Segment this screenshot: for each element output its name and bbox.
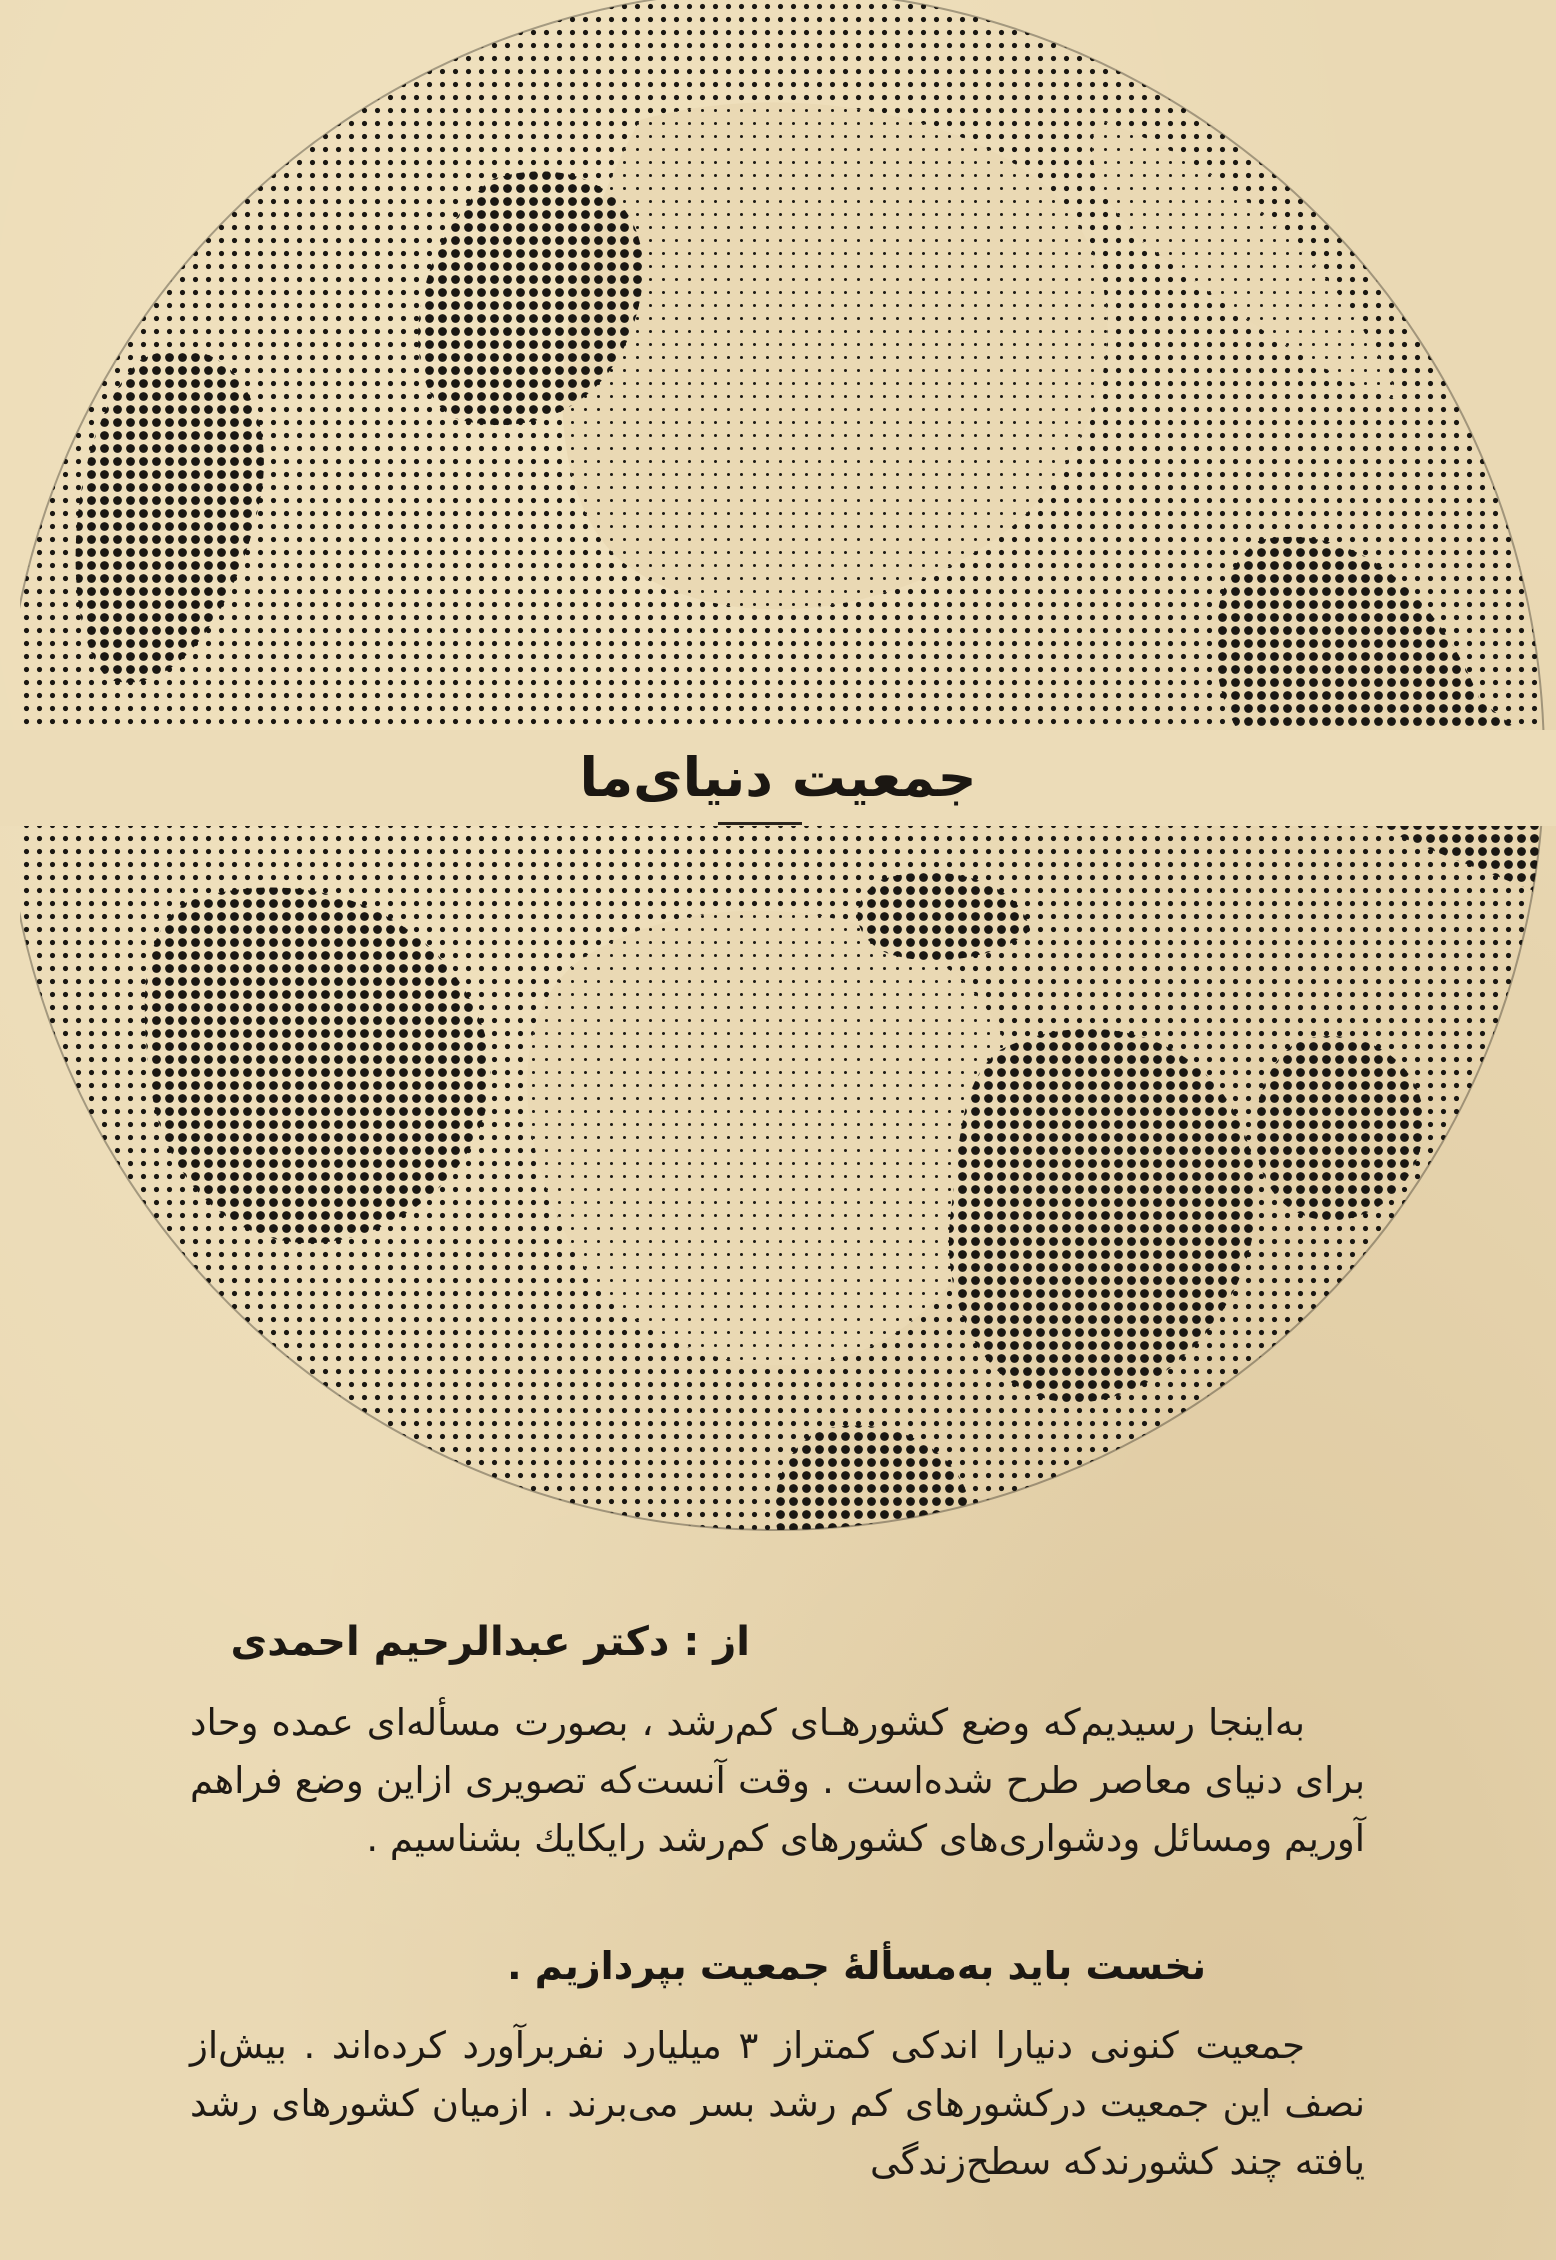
title-underline [718, 822, 802, 825]
section-subheading: نخست باید به‌مسألهٔ جمعیت بپردازیم . [507, 1944, 1206, 1988]
article-title: جمعیت دنیای‌ما [579, 746, 977, 809]
paragraph-2: جمعیت کنونی دنیارا اندکی کمتراز ۳ میلیارد نفربرآورد کرده‌اند . بیش‌از نصف این جمعیت درکشورهای کم رشد بسر می‌برند . ازمیان کشورهای رشد یافته چند کشورندکه سطح‌زندگی [190, 2024, 1365, 2183]
author-byline: از : دکتر عبدالرحیم احمدی [230, 1619, 750, 1665]
paragraph-1: به‌اینجا رسیدیم‌که وضع کشورهـای کم‌رشد ، بصورت مسأله‌ای عمده وحاد برای دنیای معاصر طرح شده‌است . وقت آنست‌که تصویری ازاین وضع فراهم آوریم ومسائل ودشواری‌های کشورهای کم‌رشد رایکایك بشناسیم . [190, 1701, 1365, 1860]
